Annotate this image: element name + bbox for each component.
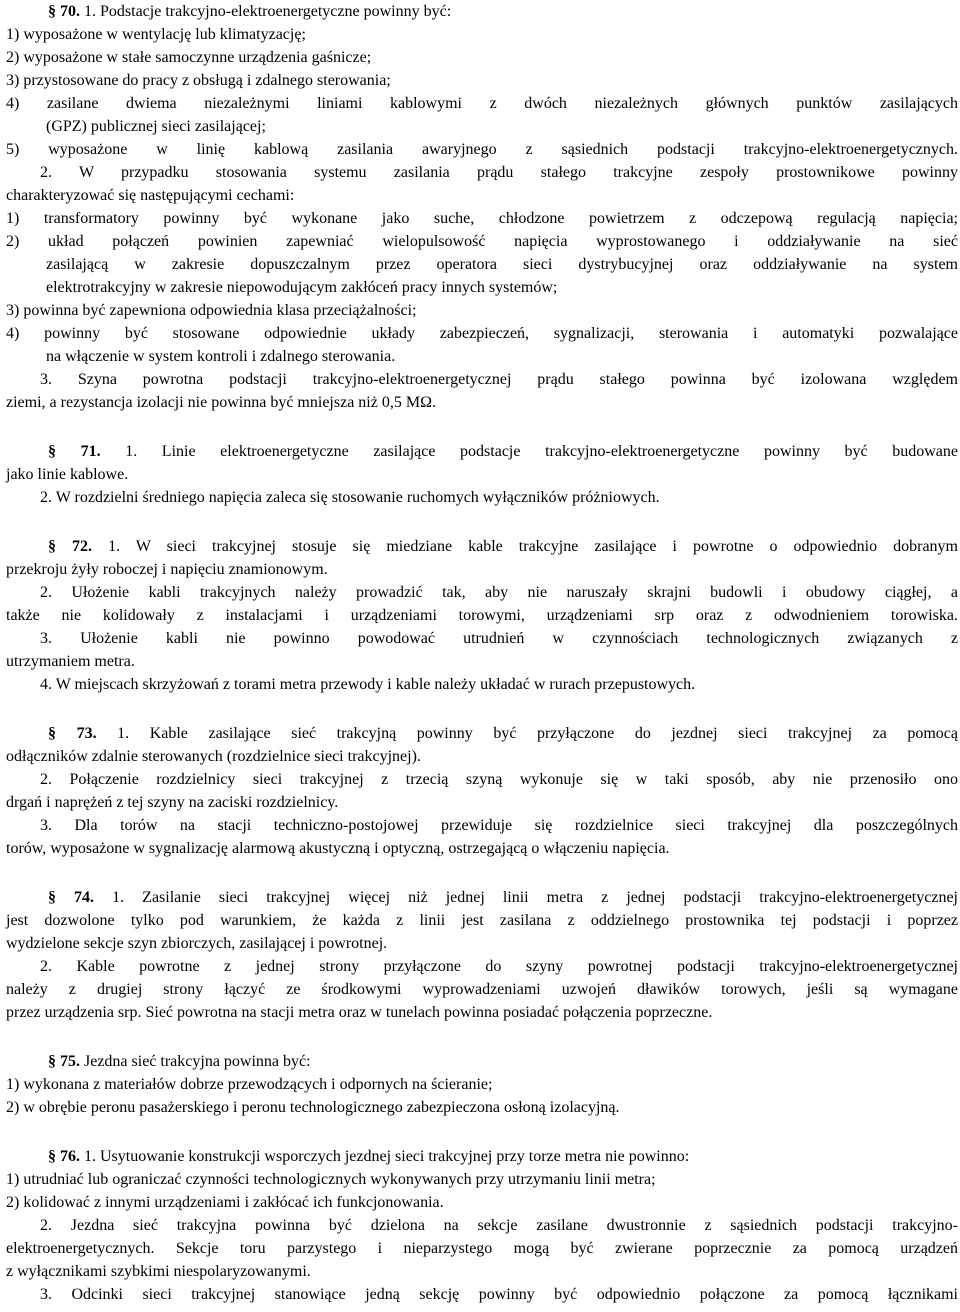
text-line: 1) wykonana z materiałów dobrze przewodzących i odpornych na ścieranie; (6, 1076, 493, 1093)
text-line: z wyłącznikami szybkimi niespolaryzowanymi. (6, 1263, 311, 1280)
text-line: 2. Połączenie rozdzielnicy sieci trakcyjnej z trzecią szyną wykonuje się w taki sposób, aby nie przenosiło ono (40, 771, 958, 788)
text-line: 1) wyposażone w wentylację lub klimatyzację; (6, 26, 306, 43)
text-line: 2. W rozdzielni średniego napięcia zaleca się stosowanie ruchomych wyłączników próżniowych. (40, 489, 660, 506)
text-line: elektroenergetycznych. Sekcje toru parzystego i nieparzystego mogą być zwierane poprzecznie za pomocą urządzeń (6, 1240, 958, 1257)
section-72-heading: § 72. 1. W sieci trakcyjnej stosuje się miedziane kable trakcyjne zasilające i powrotne o odpowiednio dobranym (48, 538, 958, 555)
text-line: 4) powinny być stosowane odpowiednie układy zabezpieczeń, sygnalizacji, sterowania i automatyki pozwalające (6, 325, 958, 342)
text-line: 4. W miejscach skrzyżowań z torami metra przewody i kable należy układać w rurach przepustowych. (40, 676, 696, 693)
text-line: 2) układ połączeń powinien zapewniać wielopulsowość napięcia wyprostowanego i oddziaływanie na sieć (6, 233, 958, 250)
text-line: 3) powinna być zapewniona odpowiednia klasa przeciążalności; (6, 302, 417, 319)
text-line: 1) transformatory powinny być wykonane jako suche, chłodzone powietrzem z odczepową regulacją napięcia; (6, 210, 958, 227)
text-line: 2) wyposażone w stałe samoczynne urządzenia gaśnicze; (6, 49, 372, 66)
text-line: 2) w obrębie peronu pasażerskiego i peronu technologicznego zabezpieczona osłoną izolacyjną. (6, 1099, 620, 1116)
text-line: elektrotrakcyjny w zakresie niepowodującym zakłóceń pracy innych systemów; (46, 279, 558, 296)
section-71-heading: § 71. 1. Linie elektroenergetyczne zasilające podstacje trakcyjno-elektroenergetyczne powinny być budowane (48, 443, 959, 460)
text-line: odłączników zdalnie sterowanych (rozdzielnice sieci trakcyjnej). (6, 748, 421, 765)
text-line: jest dozwolone tylko pod warunkiem, że każda z linii jest zasilana z oddzielnego prostownika tej podstacji i poprzez (6, 912, 958, 929)
text-line: 4) zasilane dwiema niezależnymi liniami kablowymi z dwóch niezależnych głównych punktów zasilających (6, 95, 958, 112)
section-number: § 70. (48, 3, 84, 20)
section-number: § 76. (48, 1148, 84, 1165)
text-line: 2) kolidować z innymi urządzeniami i zakłócać ich funkcjonowania. (6, 1194, 444, 1211)
text-line: drgań i naprężeń z tej szyny na zaciski rozdzielnicy. (6, 794, 339, 811)
text-line: utrzymaniem metra. (6, 653, 135, 670)
section-74-heading: § 74. 1. Zasilanie sieci trakcyjnej więcej niż jednej linii metra z jednej podstacji trakcyjno-elektroenergetycznej (48, 889, 959, 906)
text-line: 2. Jezdna sieć trakcyjna powinna być dzielona na sekcje zasilane dwustronnie z sąsiednich podstacji trakcyjno- (40, 1217, 958, 1234)
text-line: przekroju żyły roboczej i napięciu znamionowym. (6, 561, 328, 578)
section-73-heading: § 73. 1. Kable zasilające sieć trakcyjną powinny być przyłączone do jezdnej sieci trakcyjnej za pomocą (48, 725, 958, 742)
text-line: 2. W przypadku stosowania systemu zasilania prądu stałego trakcyjne zespoły prostownikowe powinny (40, 164, 958, 181)
text-line: charakteryzować się następującymi cechami: (6, 187, 295, 204)
text-line: 1) utrudniać lub ograniczać czynności technologicznych wykonywanych przy utrzymaniu linii metra; (6, 1171, 656, 1188)
text-line: 3) przystosowane do pracy z obsługą i zdalnego sterowania; (6, 72, 391, 89)
text-line: wydzielone sekcje szyn zbiorczych, zasilającej i powrotnej. (6, 935, 388, 952)
text-line: przez urządzenia srp. Sieć powrotna na stacji metra oraz w tunelach powinna posiadać połączenia poprzeczne. (6, 1004, 713, 1021)
text-line: także nie kolidowały z instalacjami i urządzeniami torowymi, urządzeniami srp oraz z odwodnieniem torowiska. (6, 607, 958, 624)
text-line: jako linie kablowe. (6, 466, 129, 483)
text-line: należy z drugiej strony łączyć ze środkowymi wyprowadzeniami uzwojeń dławików torowych, jeśli są wymagane (6, 981, 958, 998)
section-75-heading: § 75. Jezdna sieć trakcyjna powinna być: (48, 1053, 311, 1070)
text-line: 3. Odcinki sieci trakcyjnej stanowiące jedną sekcję powinny być odpowiednio połączone za pomocą łącznikami (40, 1286, 958, 1303)
text-line: 5) wyposażone w linię kablową zasilania awaryjnego z sąsiednich podstacji trakcyjno-elektroenergetycznych. (6, 141, 958, 158)
section-number: § 74. (48, 889, 113, 906)
text-line: 3. Dla torów na stacji techniczno-postojowej przewiduje się rozdzielnice sieci trakcyjnej dla poszczególnych (40, 817, 958, 834)
text-line: (GPZ) publicznej sieci zasilającej; (46, 118, 266, 135)
text-line: 3. Szyna powrotna podstacji trakcyjno-elektroenergetycznej prądu stałego powinna być izolowana względem (40, 371, 958, 388)
text-line: 3. Ułożenie kabli nie powinno powodować utrudnień w czynnościach technologicznych związanych z (40, 630, 958, 647)
section-70-heading: § 70. 1. Podstacje trakcyjno-elektroenergetyczne powinny być: (48, 3, 452, 20)
section-number: § 72. (48, 538, 109, 555)
text-line: na włączenie w system kontroli i zdalnego sterowania. (46, 348, 396, 365)
text-line: torów, wyposażone w sygnalizację alarmową akustyczną i optyczną, ostrzegającą o włączeniu napięcia. (6, 840, 670, 857)
text-line: 2. Kable powrotne z jednej strony przyłączone do szyny powrotnej podstacji trakcyjno-elektroenergetycznej (40, 958, 958, 975)
section-number: § 71. (48, 443, 126, 460)
text-line: ziemi, a rezystancja izolacji nie powinna być mniejsza niż 0,5 MΩ. (6, 394, 436, 411)
section-76-heading: § 76. 1. Usytuowanie konstrukcji wsporczych jezdnej sieci trakcyjnej przy torze metra nie powinno: (48, 1148, 690, 1165)
text-line: zasilającą w zakresie dopuszczalnym przez operatora sieci dystrybucyjnej oraz oddziaływanie na system (46, 256, 958, 273)
section-number: § 73. (48, 725, 118, 742)
text-line: 2. Ułożenie kabli trakcyjnych należy prowadzić tak, aby nie naruszały skrajni budowli i obudowy ciągłej, a (40, 584, 958, 601)
section-number: § 75. (48, 1053, 84, 1070)
